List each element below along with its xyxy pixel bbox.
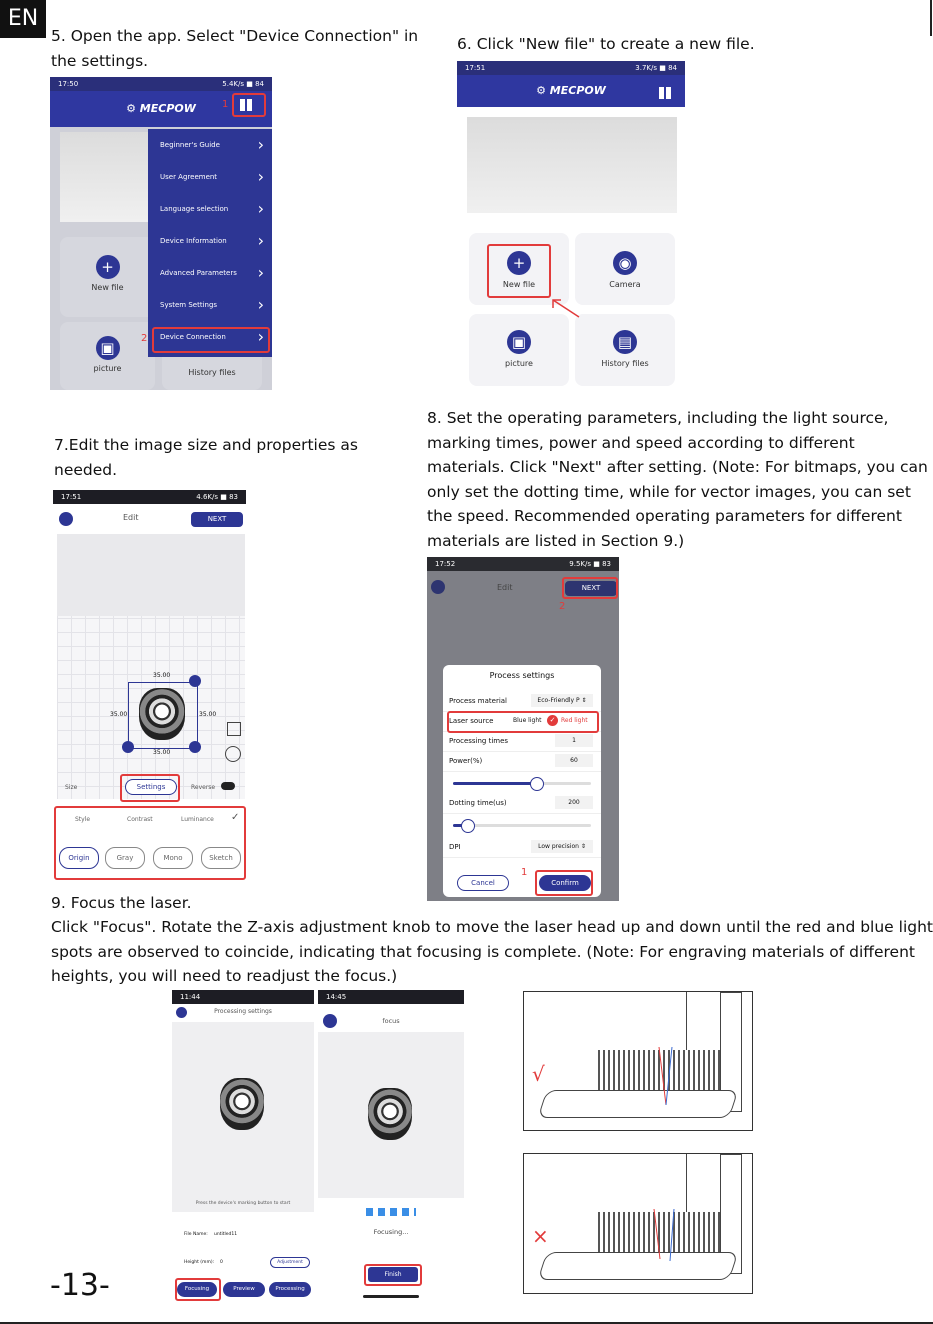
tile-history[interactable] xyxy=(575,314,675,386)
marker-2: 2 xyxy=(141,333,148,344)
step8-line: 8. Set the operating parameters, including the light source, xyxy=(427,409,889,427)
history-icon: ▤ xyxy=(613,330,637,354)
status-time: 11:44 xyxy=(180,993,201,1001)
base-plate xyxy=(537,1252,738,1280)
status-time: 17:51 xyxy=(465,64,486,72)
reverse-label: Reverse xyxy=(191,784,216,791)
step7-line1: 7.Edit the image size and properties as xyxy=(54,436,358,454)
focusing-label: Focusing... xyxy=(373,1228,409,1236)
step8-line: materials are listed in Section 9.) xyxy=(427,531,685,550)
tile-new-label: New file xyxy=(502,280,536,289)
row-value[interactable]: Low precision ⇕ xyxy=(531,840,593,853)
row-dpi[interactable] xyxy=(443,837,601,858)
status-right: 3.7K/s ■ 84 xyxy=(635,64,677,72)
screen-process-settings xyxy=(427,557,619,901)
cross-mark: × xyxy=(532,1224,549,1248)
dotting-slider[interactable] xyxy=(453,824,591,827)
height-label: Height (mm): xyxy=(184,1260,215,1265)
dialog xyxy=(443,665,601,897)
next-button[interactable]: NEXT xyxy=(565,581,617,596)
row-processing-times[interactable] xyxy=(443,731,601,752)
dim-bottom: 35.00 xyxy=(153,749,171,756)
picture-icon: ▣ xyxy=(507,330,531,354)
menu-item-system-settings[interactable]: System Settings › xyxy=(148,289,272,321)
screen-edit xyxy=(53,490,246,880)
focus-diagram-incorrect xyxy=(523,1153,753,1294)
row-label: Process material xyxy=(449,697,507,705)
style-mono[interactable]: Mono xyxy=(153,847,193,869)
laser-source-highlight xyxy=(447,711,599,733)
power-slider-knob[interactable] xyxy=(530,777,544,791)
status-right: 4.6K/s ■ 83 xyxy=(196,493,238,501)
tab-style[interactable]: Style xyxy=(75,816,91,823)
preview-button[interactable]: Preview xyxy=(223,1282,265,1297)
step8-line: the speed. Recommended operating parameters for different xyxy=(427,507,902,525)
status-bar xyxy=(318,990,464,1004)
focusing-button[interactable]: Focusing xyxy=(177,1282,217,1297)
plus-icon: + xyxy=(96,255,120,279)
row-label: DPI xyxy=(449,843,461,851)
laser-housing xyxy=(598,992,687,1052)
step8-line: only set the dotting time, while for vector images, you can set xyxy=(427,482,911,501)
processing-button[interactable]: Processing xyxy=(269,1282,311,1297)
step9-line: spots are observed to coincide, indicating that focusing is complete. (Note: For engraving materials of different xyxy=(51,942,915,961)
row-label: Processing times xyxy=(449,737,509,745)
brand-logo: ⚙ MECPOW xyxy=(126,102,196,115)
row-label: Dotting time(us) xyxy=(449,799,507,807)
finish-button[interactable]: Finish xyxy=(368,1267,418,1282)
plus-icon: + xyxy=(507,251,531,275)
machine-image xyxy=(467,117,677,213)
step9-title: 9. Focus the laser. xyxy=(51,894,192,912)
style-sketch[interactable]: Sketch xyxy=(201,847,241,869)
check-circle-icon: ✓ xyxy=(547,715,558,726)
focus-title: focus xyxy=(382,1017,400,1025)
power-slider[interactable] xyxy=(453,782,591,785)
style-origin[interactable]: Origin xyxy=(59,847,99,869)
locate-icon[interactable] xyxy=(225,746,241,762)
dim-left: 35.00 xyxy=(110,711,128,718)
delete-icon[interactable] xyxy=(122,741,134,753)
status-bar xyxy=(172,990,314,1004)
marking-hint: Press the device's marking button to start xyxy=(195,1201,291,1206)
status-time: 17:50 xyxy=(58,80,79,88)
step7-line2: needed. xyxy=(54,460,118,479)
page-number: -13- xyxy=(50,1268,110,1303)
menu-item-user-agreement[interactable]: User Agreement › xyxy=(148,161,272,193)
edit-title: Edit xyxy=(123,513,139,522)
tile-picture[interactable] xyxy=(469,314,569,386)
check-mark: √ xyxy=(532,1062,545,1086)
row-process-material[interactable] xyxy=(443,691,601,712)
screen-settings-menu xyxy=(50,77,272,390)
status-bar xyxy=(53,490,246,504)
focus-diagram-correct xyxy=(523,991,753,1131)
menu-item-beginners-guide[interactable]: Beginner's Guide › xyxy=(148,129,272,161)
confirm-highlight xyxy=(535,870,593,896)
step9-line: Click "Focus". Rotate the Z-axis adjustment knob to move the laser head up and down until the red and blue light xyxy=(51,918,933,936)
menu-highlight xyxy=(232,93,266,117)
size-label: Size xyxy=(65,784,78,791)
style-gray[interactable]: Gray xyxy=(105,847,145,869)
laser-housing xyxy=(598,1154,687,1214)
resize-icon[interactable] xyxy=(189,741,201,753)
finish-highlight xyxy=(364,1264,422,1286)
brand-logo: ⚙ MECPOW xyxy=(536,84,606,97)
status-time: 14:45 xyxy=(326,993,347,1001)
tile-picture-label: picture xyxy=(505,359,533,368)
tile-camera-label: Camera xyxy=(609,280,641,289)
row-value[interactable]: 1 xyxy=(555,734,593,747)
blue-light-option[interactable]: Blue light xyxy=(513,717,542,724)
picture-icon: ▣ xyxy=(96,336,120,360)
status-right: 5.4K/s ■ 84 xyxy=(222,80,264,88)
settings-highlight xyxy=(120,774,180,802)
tile-camera[interactable] xyxy=(575,233,675,305)
menu-item-device-connection[interactable]: Device Connection › xyxy=(148,321,272,353)
tiger-image xyxy=(220,1078,264,1130)
status-bar xyxy=(50,77,272,91)
menu-item-advanced[interactable]: Advanced Parameters › xyxy=(148,257,272,289)
new-file-highlight xyxy=(487,244,551,298)
cancel-button[interactable]: Cancel xyxy=(457,875,509,891)
screen-home xyxy=(457,61,685,389)
tab-contrast[interactable]: Contrast xyxy=(127,816,153,823)
step5-text xyxy=(51,24,418,73)
base-plate xyxy=(537,1090,738,1118)
height-value[interactable]: 0 xyxy=(220,1260,223,1265)
next-button[interactable]: NEXT xyxy=(191,512,243,527)
settings-menu xyxy=(148,129,272,357)
step8-line: marking times, power and speed according to different xyxy=(427,433,855,452)
screen-processing xyxy=(172,990,314,1302)
power-slider-fill xyxy=(453,782,536,785)
crop-icon[interactable] xyxy=(227,722,241,736)
file-name-label: File Name: xyxy=(184,1232,208,1237)
dim-right: 35.00 xyxy=(199,711,217,718)
red-light-option[interactable]: Red light xyxy=(561,717,588,724)
dotting-slider-knob[interactable] xyxy=(461,819,475,833)
language-badge: EN xyxy=(0,0,46,38)
confirm-button[interactable]: Confirm xyxy=(539,875,591,891)
status-bar xyxy=(427,557,619,571)
menu-grid-icon[interactable] xyxy=(659,87,671,99)
marker-1: 1 xyxy=(222,99,229,110)
tab-luminance[interactable]: Luminance xyxy=(181,816,214,823)
check-icon[interactable]: ✓ xyxy=(231,812,240,823)
status-bar xyxy=(457,61,685,75)
status-right: 9.5K/s ■ 83 xyxy=(569,560,611,568)
adjustment-button[interactable]: Adjustment xyxy=(270,1257,310,1268)
tile-history-label: History files xyxy=(188,368,236,377)
settings-button[interactable]: Settings xyxy=(125,779,177,795)
tile-history-label: History files xyxy=(601,359,649,368)
step9-text xyxy=(51,915,933,989)
step7-text xyxy=(54,433,358,482)
back-button[interactable] xyxy=(59,512,73,526)
processing-title: Processing settings xyxy=(214,1008,272,1015)
tile-new-label: New file xyxy=(91,283,124,292)
dialog-title: Process settings xyxy=(489,671,555,680)
machine-image xyxy=(60,132,160,222)
canvas-top-shade xyxy=(57,534,245,616)
rotate-icon[interactable] xyxy=(189,675,201,687)
laser-beams xyxy=(644,1209,684,1269)
reverse-toggle[interactable] xyxy=(221,782,235,790)
back-button[interactable] xyxy=(431,580,445,594)
row-value[interactable]: 60 xyxy=(555,754,593,767)
file-name-value[interactable]: untitled11 xyxy=(214,1232,238,1237)
step9-line: heights, you will need to readjust the focus.) xyxy=(51,967,398,985)
marker-1: 1 xyxy=(521,867,528,878)
tile-picture-label: picture xyxy=(93,364,122,373)
row-value[interactable]: Eco-Friendly P ⇕ xyxy=(531,694,593,707)
loading-dots-icon xyxy=(366,1208,416,1216)
home-indicator xyxy=(363,1295,419,1298)
step5-line2: the settings. xyxy=(51,51,149,70)
tile-new-file[interactable] xyxy=(60,237,155,317)
camera-icon: ◉ xyxy=(613,251,637,275)
arrow-icon xyxy=(549,297,581,319)
row-label: Laser source xyxy=(449,717,494,725)
step5-line1: 5. Open the app. Select "Device Connection" in xyxy=(51,27,419,45)
screen-focus xyxy=(318,990,464,1302)
status-time: 17:52 xyxy=(435,560,456,568)
tiger-image xyxy=(368,1088,412,1140)
next-highlight xyxy=(562,577,618,599)
step6-text: 6. Click "New file" to create a new file. xyxy=(457,35,755,53)
device-connection-highlight xyxy=(152,327,270,353)
focusing-highlight xyxy=(175,1278,221,1301)
tiger-image xyxy=(139,688,185,740)
row-value[interactable]: 200 xyxy=(555,796,593,809)
menu-item-language[interactable]: Language selection › xyxy=(148,193,272,225)
marker-2: 2 xyxy=(559,601,566,612)
dim-top: 35.00 xyxy=(153,672,171,679)
row-label: Power(%) xyxy=(449,757,483,765)
status-time: 17:51 xyxy=(61,493,82,501)
menu-item-device-info[interactable]: Device Information › xyxy=(148,225,272,257)
top-right-rule xyxy=(930,0,932,36)
step8-text xyxy=(427,406,928,553)
step8-line: materials. Click "Next" after setting. (Note: For bitmaps, you can xyxy=(427,458,928,476)
laser-beams xyxy=(644,1047,684,1107)
edit-title: Edit xyxy=(497,583,513,592)
app-header xyxy=(457,75,685,107)
row-dotting-time[interactable] xyxy=(443,793,601,814)
row-power[interactable] xyxy=(443,751,601,772)
